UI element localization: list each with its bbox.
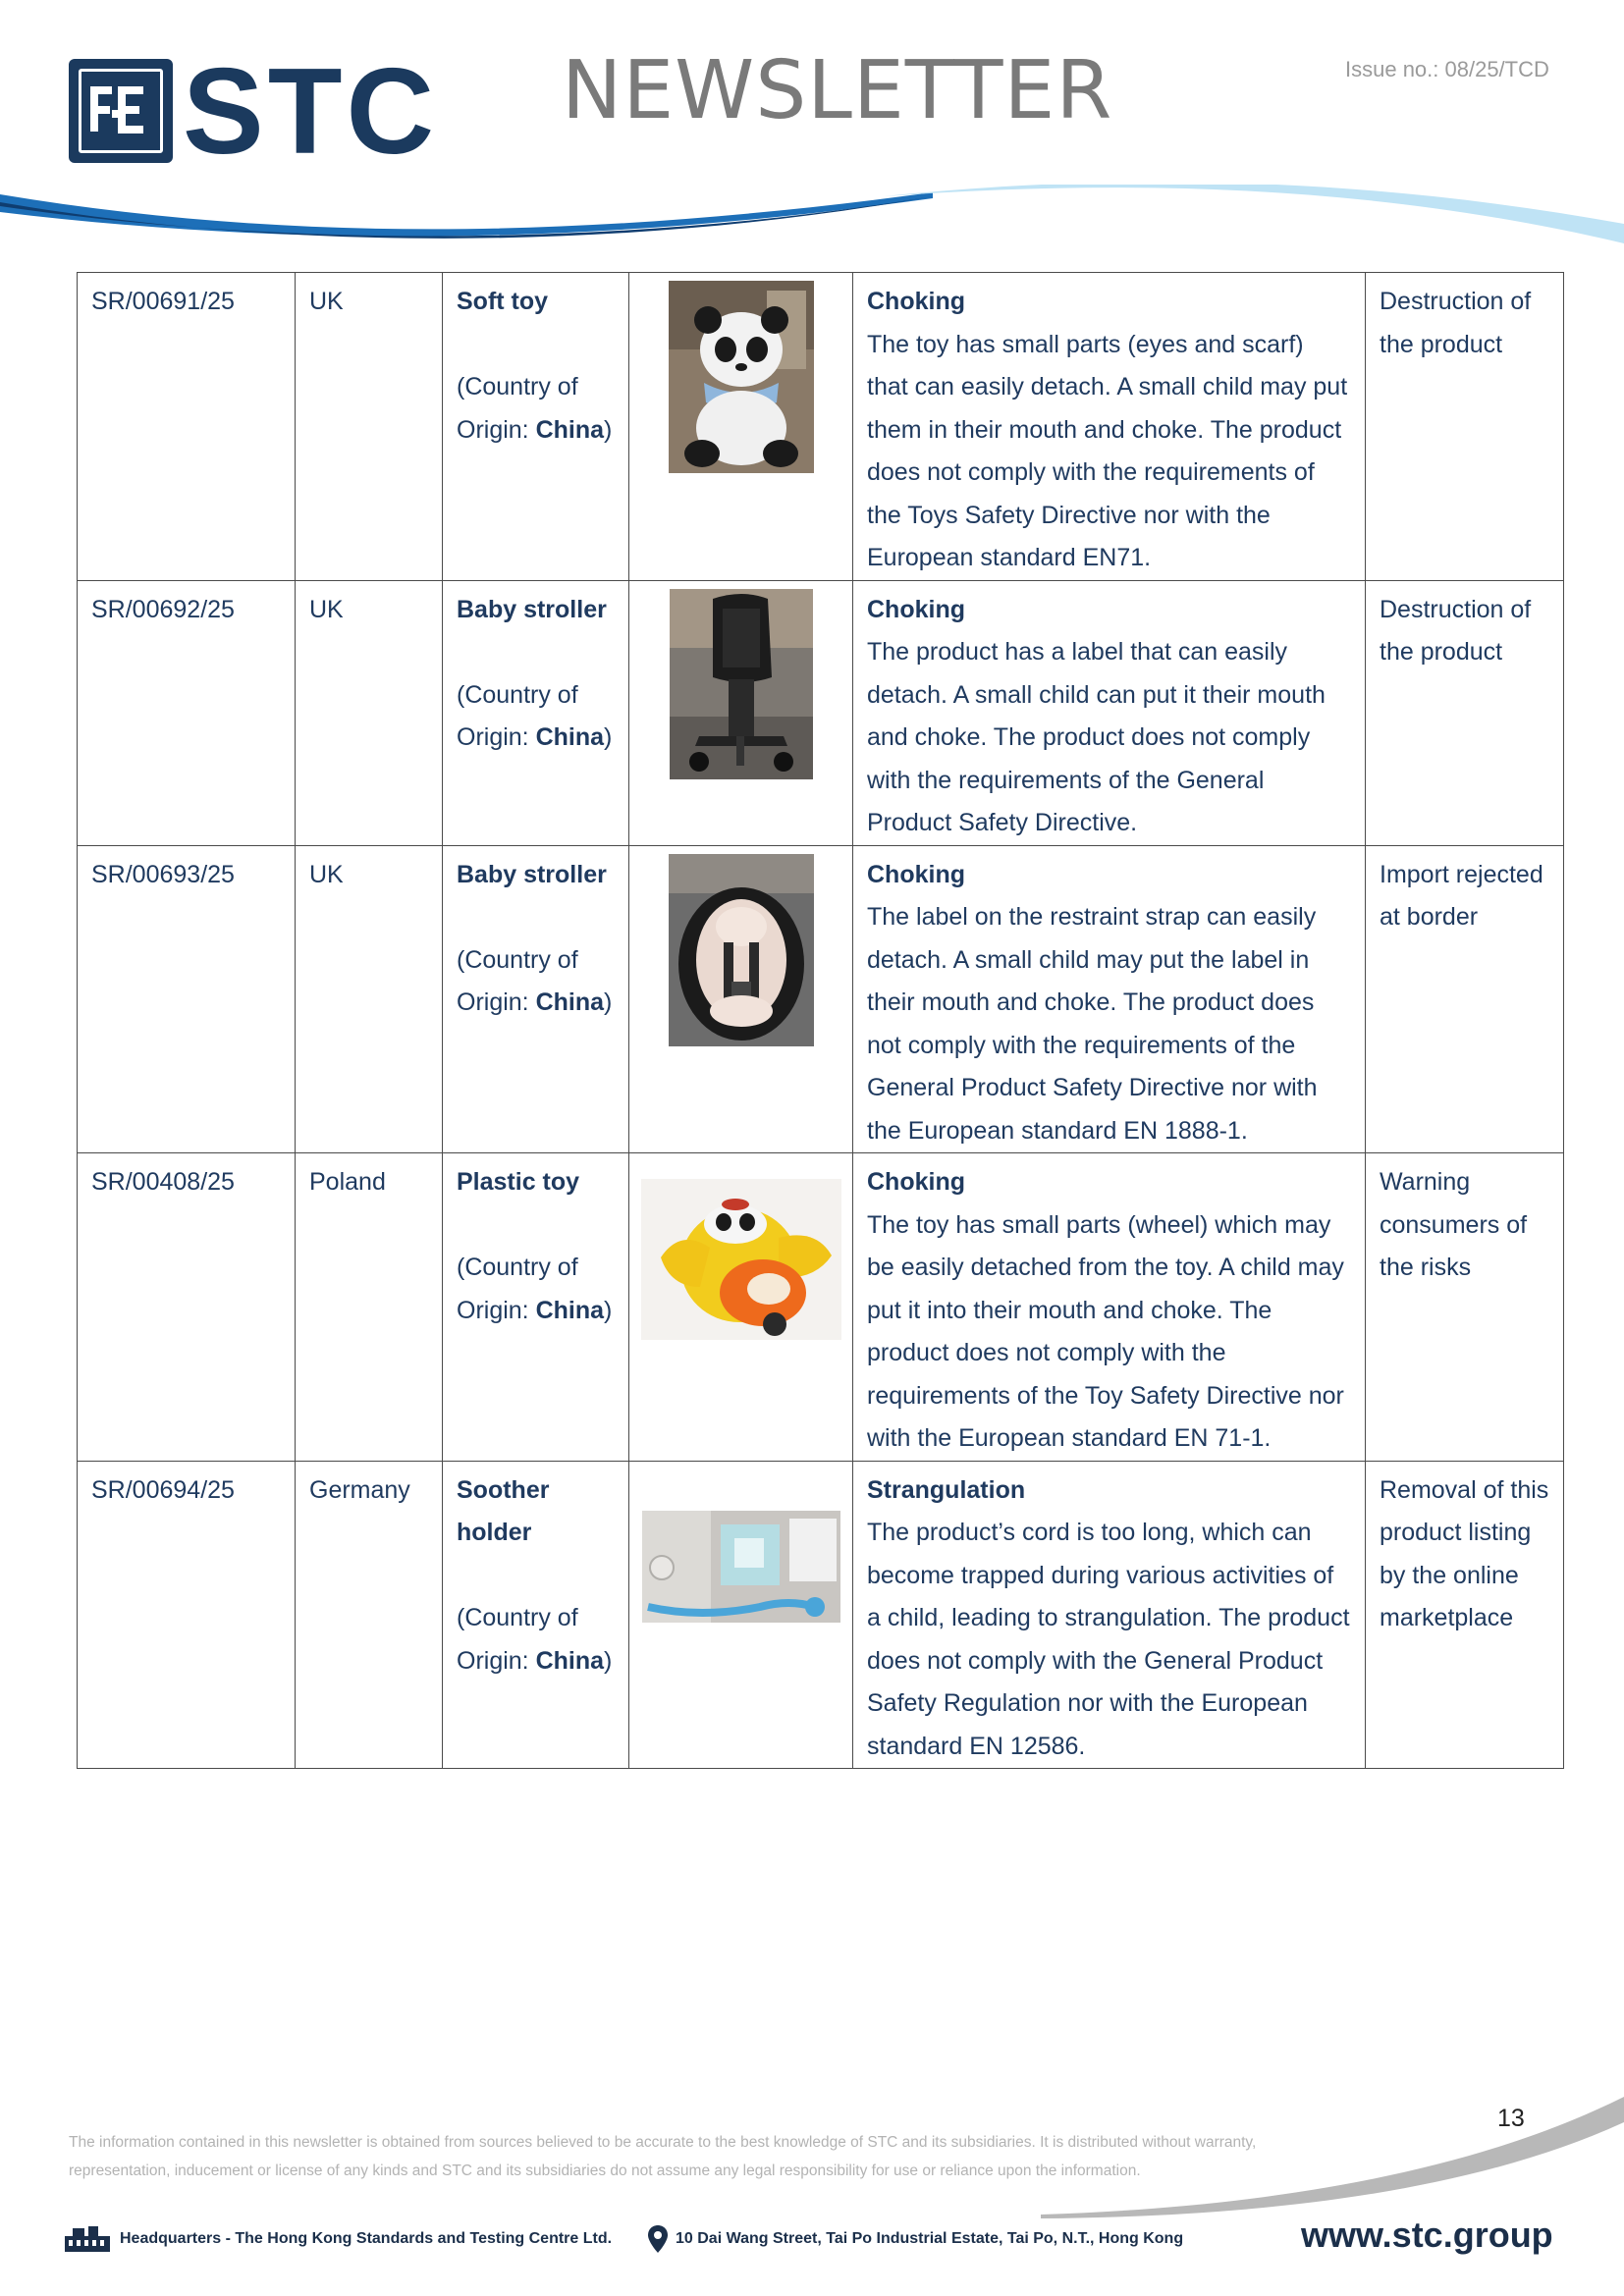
product-name: Baby stroller — [457, 595, 607, 623]
measure-cell: Destruction of the product — [1366, 273, 1564, 581]
product-cell — [443, 1461, 629, 1769]
country-cell: UK — [296, 580, 443, 845]
soother-holder-photo — [642, 1511, 840, 1623]
product-name: Soother holder — [457, 1475, 550, 1546]
hazard-type: Choking — [867, 288, 965, 315]
address-text: 10 Dai Wang Street, Tai Po Industrial Estate, Tai Po, N.T., Hong Kong — [676, 2230, 1184, 2247]
ref-cell: SR/00693/25 — [78, 845, 296, 1153]
product-name: Soft toy — [457, 288, 549, 315]
product-cell — [443, 580, 629, 845]
country-cell: UK — [296, 845, 443, 1153]
website-link[interactable]: www.stc.group — [1301, 2215, 1553, 2255]
origin-prefix: (Country of — [457, 373, 578, 400]
measure-cell: Removal of this product listing by the online marketplace — [1366, 1461, 1564, 1769]
hazard-type: Choking — [867, 860, 965, 888]
origin-prefix: (Country of — [457, 1604, 578, 1631]
hazard-type: Choking — [867, 1168, 965, 1196]
table-row — [78, 580, 1564, 845]
hazard-description: The toy has small parts (wheel) which may be easily detached from the toy. A child may put it into their mouth and choke. The product does not comply with the requirements of the Toy Safety Directive nor with the European standard EN 71-1. — [867, 1210, 1344, 1452]
image-cell — [629, 1153, 853, 1462]
origin-line: Origin: China) — [457, 415, 613, 444]
country-cell: UK — [296, 273, 443, 581]
measure-cell: Import rejected at border — [1366, 845, 1564, 1153]
ref-cell: SR/00692/25 — [78, 580, 296, 845]
table-row — [78, 845, 1564, 1153]
disclaimer: The information contained in this newsletter is obtained from sources believed to be accurate to the best knowledge of STC and its subsidiaries. It is distributed without warranty, representation, inducement or license of any kinds and STC and its subsidiaries do not assume any legal responsibility for use or reliance upon the information. — [69, 2134, 1257, 2179]
product-cell — [443, 1153, 629, 1462]
plastic-airplane-toy-photo — [641, 1179, 841, 1340]
image-cell — [629, 580, 853, 845]
panda-soft-toy-photo — [669, 281, 814, 473]
hazard-type: Choking — [867, 595, 965, 623]
origin-prefix: (Country of — [457, 680, 578, 709]
infant-car-seat-photo — [669, 854, 814, 1046]
table-row — [78, 1153, 1564, 1462]
origin-line: Origin: China) — [457, 988, 613, 1016]
image-cell — [629, 273, 853, 581]
origin-prefix: (Country of — [457, 1254, 578, 1281]
header-swoosh — [0, 185, 1624, 253]
table-row — [78, 1461, 1564, 1769]
image-cell — [629, 845, 853, 1153]
origin-line: Origin: China) — [457, 1296, 613, 1324]
table-row — [78, 273, 1564, 581]
hazard-description: The product’s cord is too long, which can become trapped during various activities of a child, leading to strangulation. The product does not comply with the General Product Safety Regulation nor with the European standard EN 12586. — [867, 1519, 1350, 1760]
origin-prefix: (Country of — [457, 945, 578, 974]
issue-number: Issue no.: 08/25/TCD — [1345, 57, 1549, 81]
hazard-description: The toy has small parts (eyes and scarf) that can easily detach. A small child may put them in their mouth and choke. The product does not comply with the requirements of the Toys Safety Directive nor with the European standard EN71. — [867, 330, 1348, 571]
headquarters — [63, 2222, 612, 2256]
description-cell — [853, 845, 1366, 1153]
origin-line: Origin: China) — [457, 1646, 613, 1675]
product-name: Plastic toy — [457, 1168, 580, 1196]
brand-name: STC — [183, 44, 438, 180]
headquarters-text: Headquarters - The Hong Kong Standards and Testing Centre Ltd. — [120, 2230, 613, 2247]
location-pin-icon — [648, 2225, 668, 2253]
origin-line: Origin: China) — [457, 723, 613, 751]
newsletter-title: NEWSLETTER — [562, 44, 1113, 137]
ref-cell: SR/00691/25 — [78, 273, 296, 581]
hazard-description: The product has a label that can easily detach. A small child can put it their mouth and choke. The product does not comply with the requirements of the General Product Safety Directive. — [867, 638, 1326, 836]
page-number: 13 — [1497, 2105, 1525, 2132]
product-cell — [443, 273, 629, 581]
description-cell — [853, 1153, 1366, 1462]
product-cell — [443, 845, 629, 1153]
product-name: Baby stroller — [457, 860, 607, 888]
description-cell — [853, 273, 1366, 581]
measure-cell: Warning consumers of the risks — [1366, 1153, 1564, 1462]
stc-logo-mark-icon — [69, 59, 173, 163]
country-cell: Germany — [296, 1461, 443, 1769]
recall-table — [77, 272, 1564, 1769]
black-baby-stroller-photo — [670, 589, 813, 779]
description-cell — [853, 580, 1366, 845]
description-cell — [853, 1461, 1366, 1769]
hazard-description: The label on the restraint strap can easily detach. A small child may put the label in their mouth and choke. The product does not comply with the requirements of the General Product Safety Directive nor with the European standard EN 1888-1. — [867, 903, 1318, 1145]
hazard-type: Strangulation — [867, 1475, 1026, 1504]
country-cell: Poland — [296, 1153, 443, 1462]
ref-cell: SR/00408/25 — [78, 1153, 296, 1462]
address — [648, 2222, 1183, 2256]
measure-cell: Destruction of the product — [1366, 580, 1564, 845]
stc-logo — [69, 44, 461, 180]
image-cell — [629, 1461, 853, 1769]
building-icon — [63, 2224, 112, 2254]
ref-cell: SR/00694/25 — [78, 1461, 296, 1769]
